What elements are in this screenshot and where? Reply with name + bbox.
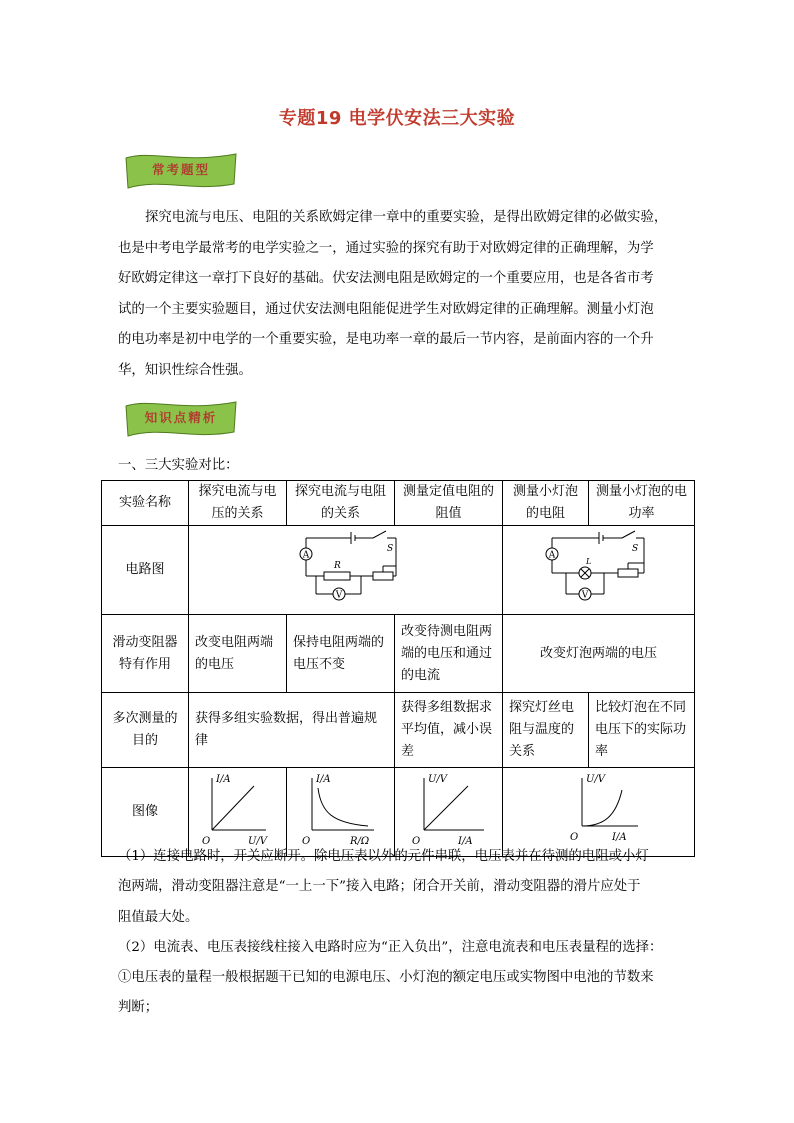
banner-knowledge bbox=[122, 398, 240, 440]
resistor-circuit-diagram bbox=[191, 526, 501, 606]
lamp-label: L bbox=[585, 557, 591, 566]
x-axis-label: I/A bbox=[457, 836, 473, 847]
table-cell: 获得多组数据求平均值，减小误差 bbox=[395, 693, 503, 768]
resistor-label: R bbox=[333, 561, 341, 571]
header-cell: 测量定值电阻的阻值 bbox=[395, 481, 503, 526]
lamp-circuit-diagram bbox=[504, 526, 694, 606]
intro-line: 试的一个主要实验题目，通过伏安法测电阻能促进学生对欧姆定律的正确理解。测量小灯泡 bbox=[118, 301, 654, 317]
banner-label: 知识点精析 bbox=[144, 410, 218, 425]
y-axis-label: I/A bbox=[215, 774, 231, 785]
origin-label: O bbox=[201, 836, 210, 847]
switch-label: S bbox=[631, 544, 638, 554]
intro-line: 华，知识性综合性强。 bbox=[118, 362, 252, 378]
note-line: 判断； bbox=[118, 1000, 159, 1016]
origin-label: O bbox=[411, 836, 420, 847]
header-cell: 测量小灯泡的电阻 bbox=[503, 481, 589, 526]
x-axis-label: R/Ω bbox=[349, 836, 369, 847]
ammeter-symbol: A bbox=[548, 550, 555, 561]
row-label: 多次测量的目的 bbox=[102, 693, 189, 768]
table-cell: 比较灯泡在不同电压下的实际功率 bbox=[589, 693, 695, 768]
table-row-purpose bbox=[102, 693, 695, 768]
intro-line: 探究电流与电压、电阻的关系欧姆定律一章中的重要实验，是得出欧姆定律的必做实验， bbox=[145, 210, 668, 225]
x-axis-label: U/V bbox=[247, 836, 267, 847]
banner-common-types bbox=[122, 150, 240, 192]
y-axis-label: U/V bbox=[427, 774, 447, 785]
comparison-table bbox=[101, 480, 695, 857]
graph-u-vs-i bbox=[396, 768, 502, 848]
header-cell: 探究电流与电压的关系 bbox=[189, 481, 287, 526]
x-axis-label: I/A bbox=[611, 832, 627, 843]
section-heading: 一、三大实验对比： bbox=[118, 458, 239, 473]
row-label: 滑动变阻器特有作用 bbox=[102, 615, 189, 693]
table-cell: 探究灯丝电阻与温度的关系 bbox=[503, 693, 589, 768]
ammeter-symbol: A bbox=[302, 550, 309, 561]
y-axis-label: U/V bbox=[585, 774, 605, 785]
note-line: （2）电流表、电压表接线柱接入电路时应为“正入负出”，注意电流表和电压表量程的选择： bbox=[118, 939, 663, 955]
graph-i-vs-r bbox=[288, 768, 394, 848]
origin-label: O bbox=[569, 832, 578, 843]
intro-line: 的电功率是初中电学的一个重要实验，是电功率一章的最后一节内容，是前面内容的一个升 bbox=[118, 332, 654, 348]
y-axis-label: I/A bbox=[315, 774, 331, 785]
header-cell: 实验名称 bbox=[102, 481, 189, 526]
table-cell: 获得多组实验数据，得出普遍规律 bbox=[189, 693, 395, 768]
table-cell: 改变灯泡两端的电压 bbox=[503, 615, 695, 693]
switch-label: S bbox=[386, 544, 393, 554]
notes-block bbox=[118, 842, 688, 1024]
header-cell: 探究电流与电阻的关系 bbox=[287, 481, 395, 526]
note-line: 泡两端，滑动变阻器注意是“一上一下”接入电路；闭合开关前，滑动变阻器的滑片应处于 bbox=[118, 879, 641, 895]
table-cell: 改变待测电阻两端的电压和通过的电流 bbox=[395, 615, 503, 693]
row-label: 图像 bbox=[102, 768, 189, 857]
intro-line: 也是中考电学最常考的电学实验之一，通过实验的探究有助于对欧姆定律的正确理解，为学 bbox=[118, 240, 654, 256]
lamp-circuit-cell bbox=[503, 526, 695, 615]
graph-u-vs-i-lamp bbox=[504, 768, 694, 848]
note-line: 阻值最大处。 bbox=[118, 909, 199, 925]
intro-paragraph bbox=[118, 203, 678, 387]
resistor-circuit-cell bbox=[189, 526, 503, 615]
origin-label: O bbox=[301, 836, 310, 847]
table-header-row bbox=[102, 481, 695, 526]
table-row-rheostat bbox=[102, 615, 695, 693]
banner-label: 常考题型 bbox=[151, 162, 210, 177]
row-label: 电路图 bbox=[102, 526, 189, 615]
intro-line: 好欧姆定律这一章打下良好的基础。伏安法测电阻是欧姆定的一个重要应用，也是各省市考 bbox=[118, 271, 654, 287]
table-row-circuit bbox=[102, 526, 695, 615]
note-line: ①电压表的量程一般根据题干已知的电源电压、小灯泡的额定电压或实物图中电池的节数来 bbox=[118, 970, 654, 986]
voltmeter-symbol: V bbox=[581, 590, 588, 601]
note-line: （1）连接电路时，开关应断开。除电压表以外的元件串联，电压表并在待测的电阻或小灯 bbox=[118, 849, 649, 864]
page-title: 专题19 电学伏安法三大实验 bbox=[278, 108, 516, 129]
graph-i-vs-u bbox=[190, 768, 286, 848]
voltmeter-symbol: V bbox=[335, 590, 342, 601]
table-cell: 改变电阻两端的电压 bbox=[189, 615, 287, 693]
header-cell: 测量小灯泡的电功率 bbox=[589, 481, 695, 526]
table-cell: 保持电阻两端的电压不变 bbox=[287, 615, 395, 693]
